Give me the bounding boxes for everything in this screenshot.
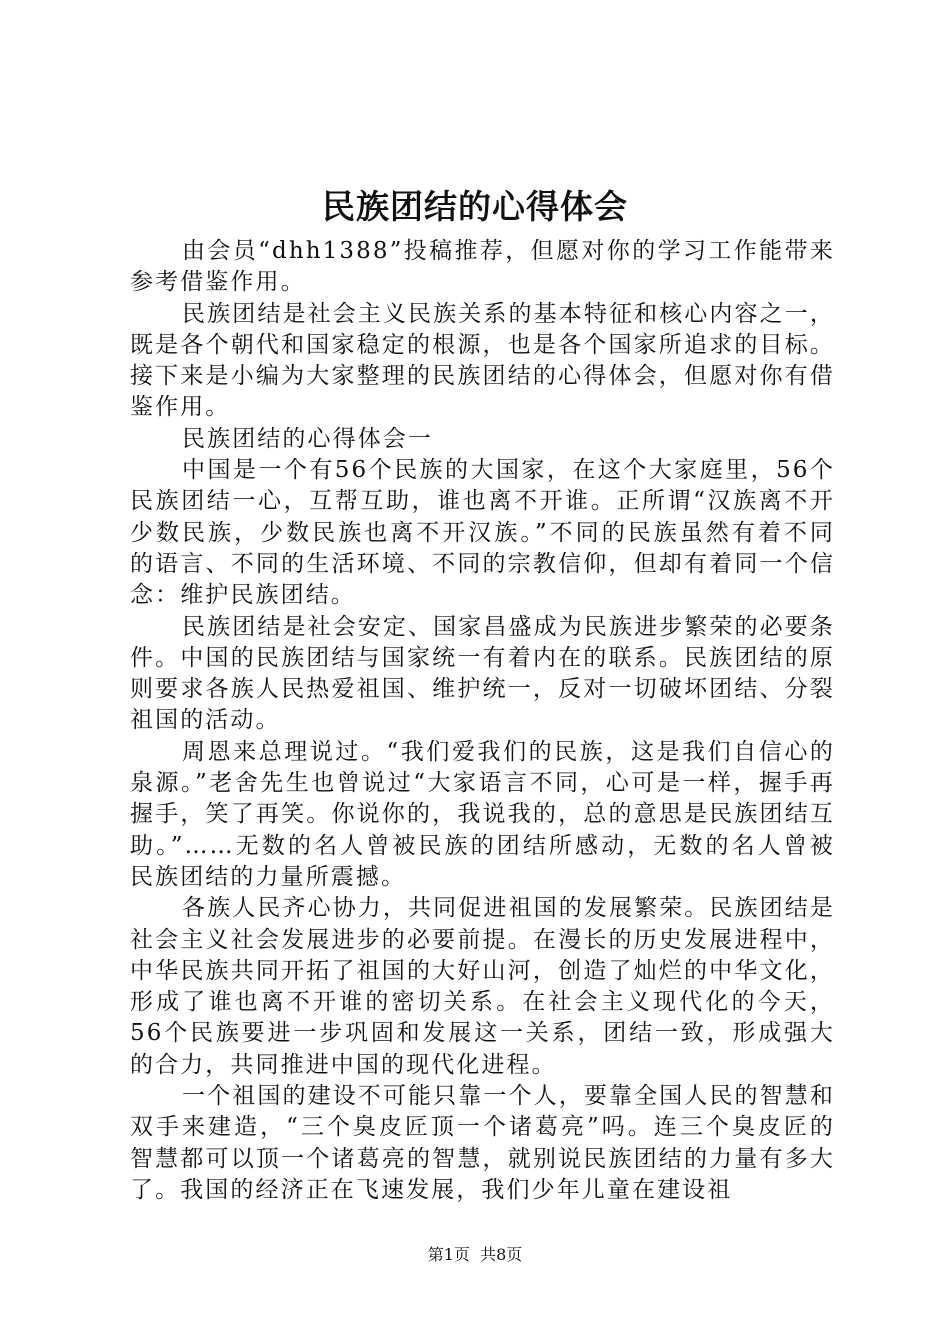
page-footer	[0, 1244, 950, 1266]
paragraph: 一个祖国的建设不可能只靠一个人，要靠全国人民的智慧和双手来建造，“三个臭皮匠顶一个诸葛亮”吗。连三个臭皮匠的智慧都可以顶一个诸葛亮的智慧，就别说民族团结的力量有多大了。我国的经济正在飞速发展，我们少年儿童在建设祖	[130, 1083, 835, 1203]
paragraph-overview: 民族团结是社会主义民族关系的基本特征和核心内容之一，既是各个朝代和国家稳定的根源，也是各个国家所追求的目标。接下来是小编为大家整理的民族团结的心得体会，但愿对你有借鉴作用。	[130, 300, 835, 421]
paragraph: 各族人民齐心协力，共同促进祖国的发展繁荣。民族团结是社会主义社会发展进步的必要前提。在漫长的历史发展进程中，中华民族共同开拓了祖国的大好山河，创造了灿烂的中华文化，形成了谁也离不开谁的密切关系。在社会主义现代化的今天，56个民族要进一步巩固和发展这一关系，团结一致，形成强大的合力，共同推进中国的现代化进程。	[130, 895, 835, 1078]
paragraph: 周恩来总理说过。“我们爱我们的民族，这是我们自信心的泉源。”老舍先生也曾说过“大家语言不同，心可是一样，握手再握手，笑了再笑。你说你的，我说我的，总的意思是民族团结互助。”……无数的名人曾被民族的团结所感动，无数的名人曾被民族团结的力量所震撼。	[130, 738, 835, 890]
document-title: 民族团结的心得体会	[322, 187, 628, 226]
section-heading: 民族团结的心得体会一	[182, 425, 433, 452]
paragraph: 民族团结是社会安定、国家昌盛成为民族进步繁荣的必要条件。中国的民族团结与国家统一有着内在的联系。民族团结的原则要求各族人民热爱祖国、维护统一，反对一切破坏团结、分裂祖国的活动。	[130, 613, 835, 734]
document-body	[130, 236, 835, 1206]
paragraph: 中国是一个有56个民族的大国家，在这个大家庭里，56个民族团结一心，互帮互助，谁也离不开谁。正所谓“汉族离不开少数民族，少数民族也离不开汉族。”不同的民族虽然有着不同的语言、不同的生活环境、不同的宗教信仰，但却有着同一个信念：维护民族团结。	[130, 457, 835, 609]
paragraph-intro: 由会员“dhh1388”投稿推荐，但愿对你的学习工作能带来参考借鉴作用。	[130, 238, 835, 296]
page-number: 第1页 共8页	[427, 1245, 523, 1264]
